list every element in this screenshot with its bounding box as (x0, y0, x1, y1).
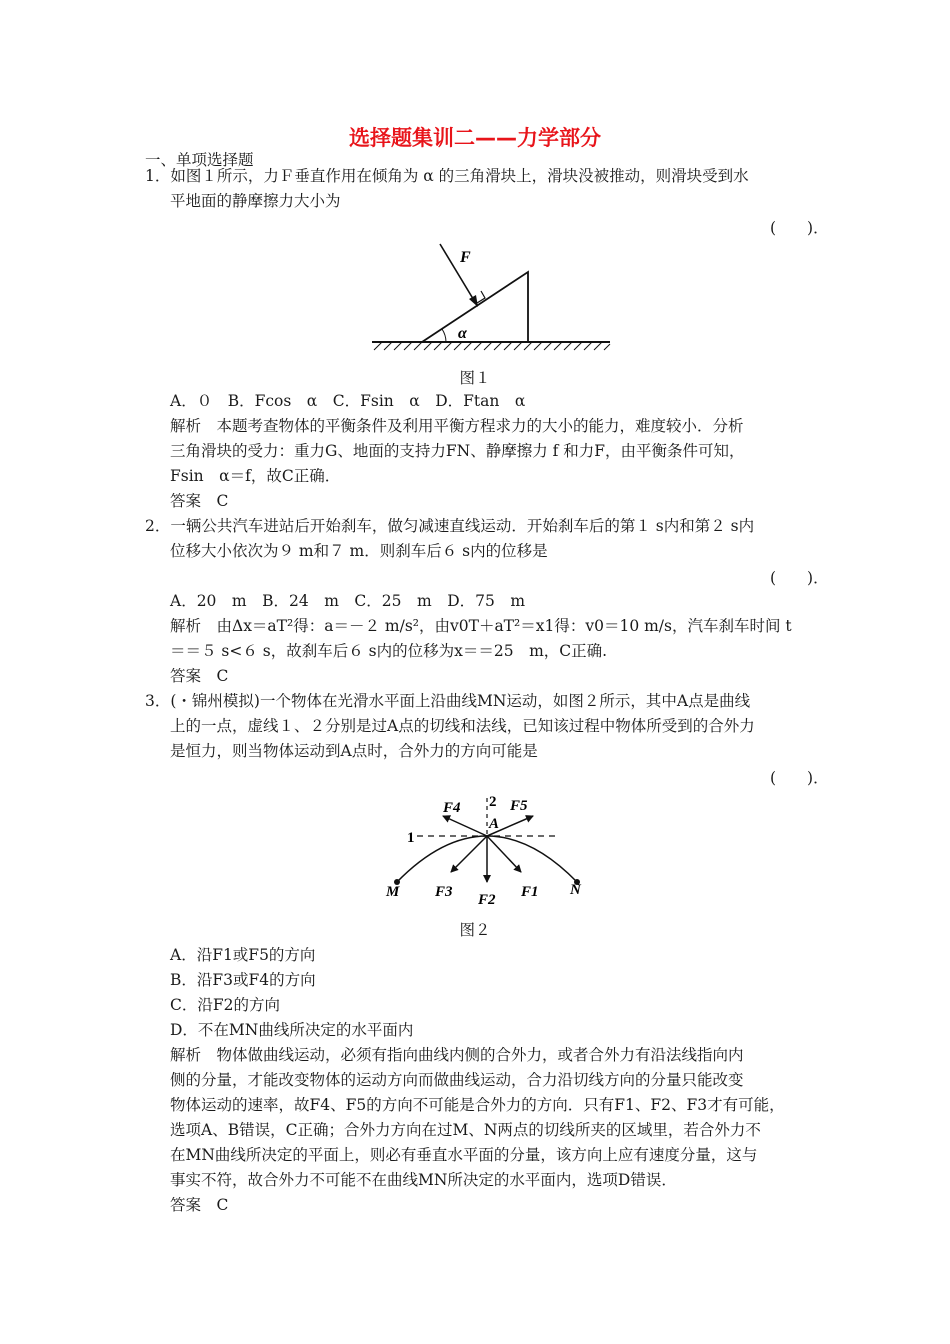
q3-option-a: A．沿F1或F5的方向 (170, 946, 316, 964)
label-tangent-1: 1 (407, 830, 415, 846)
q3-stem-line3: 是恒力，则当物体运动到A点时，合外力的方向可能是 (170, 742, 538, 760)
q3-analysis-line: 事实不符，故合外力不可能不在曲线MN所决定的水平面内，选项D错误． (170, 1171, 677, 1189)
q2-stem-line2: 位移大小依次为９ m和７ m．则刹车后６ s内的位移是 (170, 542, 548, 560)
q3-analysis-line: 解析 物体做曲线运动，必须有指向曲线内侧的合外力，或者合外力有沿法线指向内 (170, 1046, 744, 1064)
q2-analysis-line: 解析 由Δx＝aT²得：a＝－２ m/s²，由v0T＋aT²＝x1得：v0＝10 m/s，汽车刹车时间 t (170, 617, 792, 635)
figure-1-caption: 图１ (459, 369, 491, 387)
label-F4: F4 (443, 800, 461, 816)
q3-analysis-line: 侧的分量，才能改变物体的运动方向而做曲线运动，合力沿切线方向的分量只能改变 (170, 1071, 744, 1089)
q1-stem-line2: 平地面的静摩擦力大小为 (170, 192, 341, 210)
q3-stem-line2: 上的一点，虚线１、２分别是过A点的切线和法线，已知该过程中物体所受到的合外力 (170, 717, 755, 735)
q3-stem-line1: 3．(・锦州模拟)一个物体在光滑水平面上沿曲线MN运动，如图２所示，其中A点是曲线 (145, 692, 751, 710)
figure-1-incline (360, 240, 620, 360)
q3-analysis-line: 物体运动的速率，故F4、F5的方向不可能是合外力的方向．只有F1、F2、F3才有可能， (170, 1096, 785, 1114)
label-N: N (570, 882, 581, 898)
q3-answer-blank: ( )． (770, 769, 829, 787)
figure-2-curve-forces (385, 790, 605, 914)
page-title: 选择题集训二——力学部分 (349, 126, 601, 150)
q2-options: A．20 m B．24 m C．25 m D．75 m (170, 592, 526, 610)
label-F5: F5 (510, 798, 528, 814)
q1-answer-blank: ( )． (770, 219, 829, 237)
label-F3: F3 (435, 884, 453, 900)
label-normal-2: 2 (489, 794, 497, 810)
label-M: M (386, 884, 400, 900)
q2-stem-line1: 2．一辆公共汽车进站后开始刹车，做匀减速直线运动．开始刹车后的第１ s内和第２ s内 (145, 517, 755, 535)
q3-analysis-line: 在MN曲线所决定的平面上，则必有垂直水平面的分量，该方向上应有速度分量，这与 (170, 1146, 758, 1164)
q1-analysis-line: Fsin α＝f，故C正确． (170, 467, 341, 485)
fig1-force-label: F (460, 249, 471, 266)
q1-analysis-line: 解析 本题考查物体的平衡条件及利用平衡方程求力的大小的能力，难度较小．分析 (170, 417, 744, 435)
q1-answer: 答案 C (170, 492, 229, 510)
figure-2-caption: 图２ (459, 921, 491, 939)
label-F2: F2 (478, 892, 496, 908)
q2-answer-blank: ( )． (770, 569, 829, 587)
section-heading: 一、单项选择题 (145, 151, 254, 169)
q3-answer: 答案 C (170, 1196, 229, 1214)
label-point-A: A (489, 816, 500, 832)
q3-option-d: D．不在MN曲线所决定的水平面内 (170, 1021, 414, 1039)
q2-answer: 答案 C (170, 667, 229, 685)
q3-analysis-line: 选项A、B错误，C正确；合外力方向在过M、N两点的切线所夹的区域里，若合外力不 (170, 1121, 761, 1139)
q1-options: A．０ B．Fcos α C．Fsin α D．Ftan α (170, 392, 526, 410)
q1-analysis-line: 三角滑块的受力：重力G、地面的支持力FN、静摩擦力 f 和力F，由平衡条件可知， (170, 442, 745, 460)
label-F1: F1 (521, 884, 539, 900)
q2-analysis-line: ＝＝５ s<６ s，故刹车后６ s内的位移为x＝＝25 m，C正确. (170, 642, 608, 660)
fig1-angle-label: α (458, 325, 467, 342)
q3-option-c: C．沿F2的方向 (170, 996, 280, 1014)
q1-stem-line1: 1．如图１所示，力Ｆ垂直作用在倾角为 α 的三角滑块上，滑块没被推动，则滑块受到水 (145, 167, 749, 185)
q3-option-b: B．沿F3或F4的方向 (170, 971, 316, 989)
